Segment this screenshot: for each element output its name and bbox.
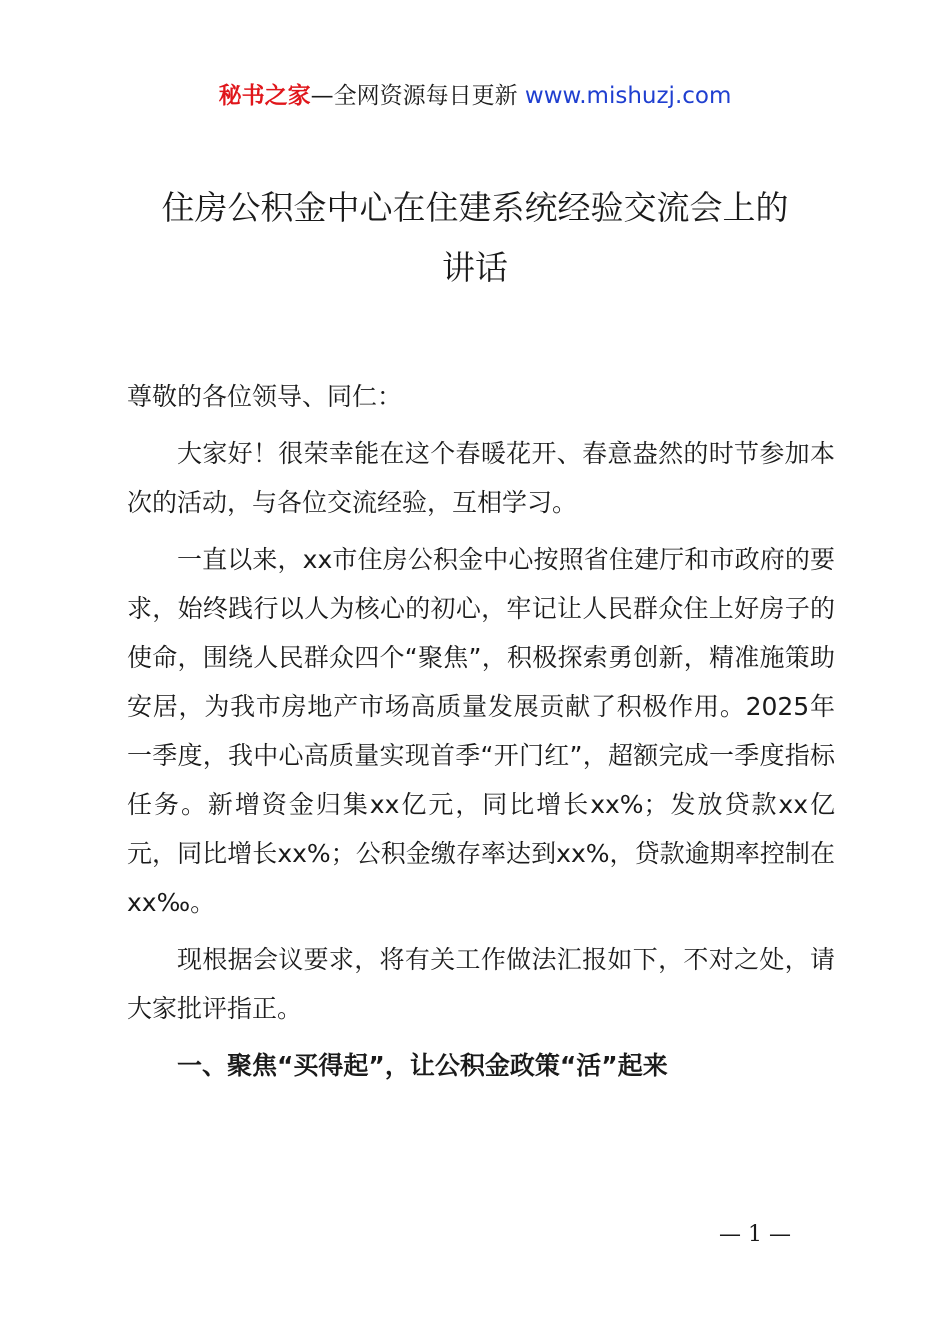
paragraph-achievements: 一直以来，xx市住房公积金中心按照省住建厅和市政府的要求，始终践行以人为核心的初心，牢记让人民群众住上好房子的使命，围绕人民群众四个“聚焦”，积极探索勇创新，精准施策助安居，为我市房地产市场高质量发展贡献了积极作用。2025年一季度，我中心高质量实现首季“开门红”，超额完成一季度指标任务。新增资金归集xx亿元，同比增长xx%；发放贷款xx亿元，同比增长xx%；公积金缴存率达到xx%，贷款逾期率控制在xx‰。	[127, 545, 835, 917]
paragraph-greeting: 大家好！很荣幸能在这个春暖花开、春意盎然的时节参加本次的活动，与各位交流经验，互相学习。	[127, 439, 835, 517]
site-brand: 秘书之家	[218, 83, 311, 109]
site-tagline: —全网资源每日更新	[310, 83, 525, 109]
section-heading: 一、聚焦“买得起”，让公积金政策“活”起来	[177, 1051, 668, 1080]
title-line-1: 住房公积金中心在住建系统经验交流会上的	[161, 188, 789, 227]
document-body	[127, 372, 835, 1098]
page-number: — 1 —	[719, 1222, 791, 1247]
salutation: 尊敬的各位领导、同仁：	[127, 382, 403, 411]
site-url-link[interactable]: www.mishuzj.com	[524, 83, 732, 109]
paragraph-report-intro: 现根据会议要求，将有关工作做法汇报如下，不对之处，请大家批评指正。	[127, 945, 835, 1023]
site-header	[0, 80, 950, 112]
title-line-2: 讲话	[442, 248, 508, 287]
document-title	[100, 178, 850, 298]
